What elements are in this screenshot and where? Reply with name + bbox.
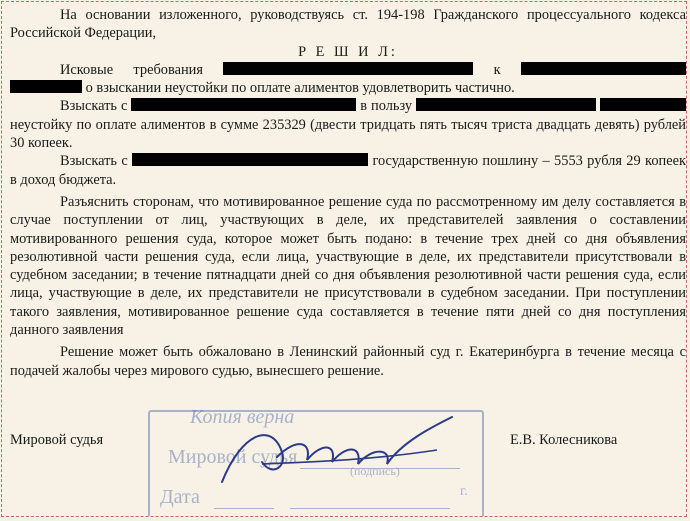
redaction-bar	[223, 62, 473, 75]
redaction-bar	[132, 153, 368, 166]
stamp-copy-correct: Копия верна	[190, 406, 295, 428]
document-page	[1, 1, 687, 517]
judge-title: Мировой судья	[10, 432, 104, 448]
stamp-judge-label: Мировой судья	[168, 446, 298, 468]
claim-paragraph: Исковые требования к о взыскании неустойки по оплате алиментов удовлетворить частично.	[10, 61, 686, 98]
handwritten-signature	[202, 402, 462, 502]
fee-paragraph: Взыскать с государственную пошлину – 5553 рубля 29 копеек в доход бюджета.	[10, 153, 686, 188]
stamp-line	[290, 508, 450, 509]
redaction-bar	[10, 80, 82, 93]
redaction-bar	[600, 98, 686, 111]
appeal-paragraph: Решение может быть обжаловано в Ленинский районный суд г. Екатеринбурга в течение месяца с подачей жалобы через мирового судью, вынесшего решение.	[10, 344, 686, 379]
stamp-line	[214, 508, 274, 509]
explanation-paragraph: Разъяснить сторонам, что мотивированное решение суда по рассмотренному им делу составляется в случае поступлении от лиц, участвующих в деле, их представителей заявления о составлении мотивированного решения суда, которое может быть подано: в течение трех дней со дня объявления резолютивной части решения суда, если лица, участвующие в деле, их представители присутствовали в судебном заседании; в течение пятнадцати дней со дня объявления резолютивной части решения суда, если лица, участвующие в деле, их представители не присутствовали в судебном заседании. При поступлении такого заявления, мотивированное решение суда составляется в течение пяти дней со дня поступления данного заявления	[10, 193, 686, 339]
stamp-year-label: г.	[460, 484, 468, 499]
redaction-bar	[131, 98, 356, 111]
redaction-bar	[521, 62, 686, 75]
resolution-heading: Р Е Ш И Л:	[298, 43, 398, 60]
judge-name: Е.В. Колесникова	[510, 432, 618, 448]
stamp-date-label: Дата	[160, 486, 200, 508]
document-body	[10, 6, 686, 380]
intro-paragraph: На основании изложенного, руководствуясь ст. 194-198 Гражданского процессуального кодекса Российской Федерации,	[10, 7, 686, 42]
stamp-signature-label: (подпись)	[350, 464, 400, 478]
redaction-bar	[416, 98, 596, 111]
penalty-paragraph: Взыскать с в пользу неустойку по оплате алиментов в сумме 235329 (двести тридцать пять тысяч триста двадцать девять) рублей 30 копеек.	[10, 98, 686, 152]
